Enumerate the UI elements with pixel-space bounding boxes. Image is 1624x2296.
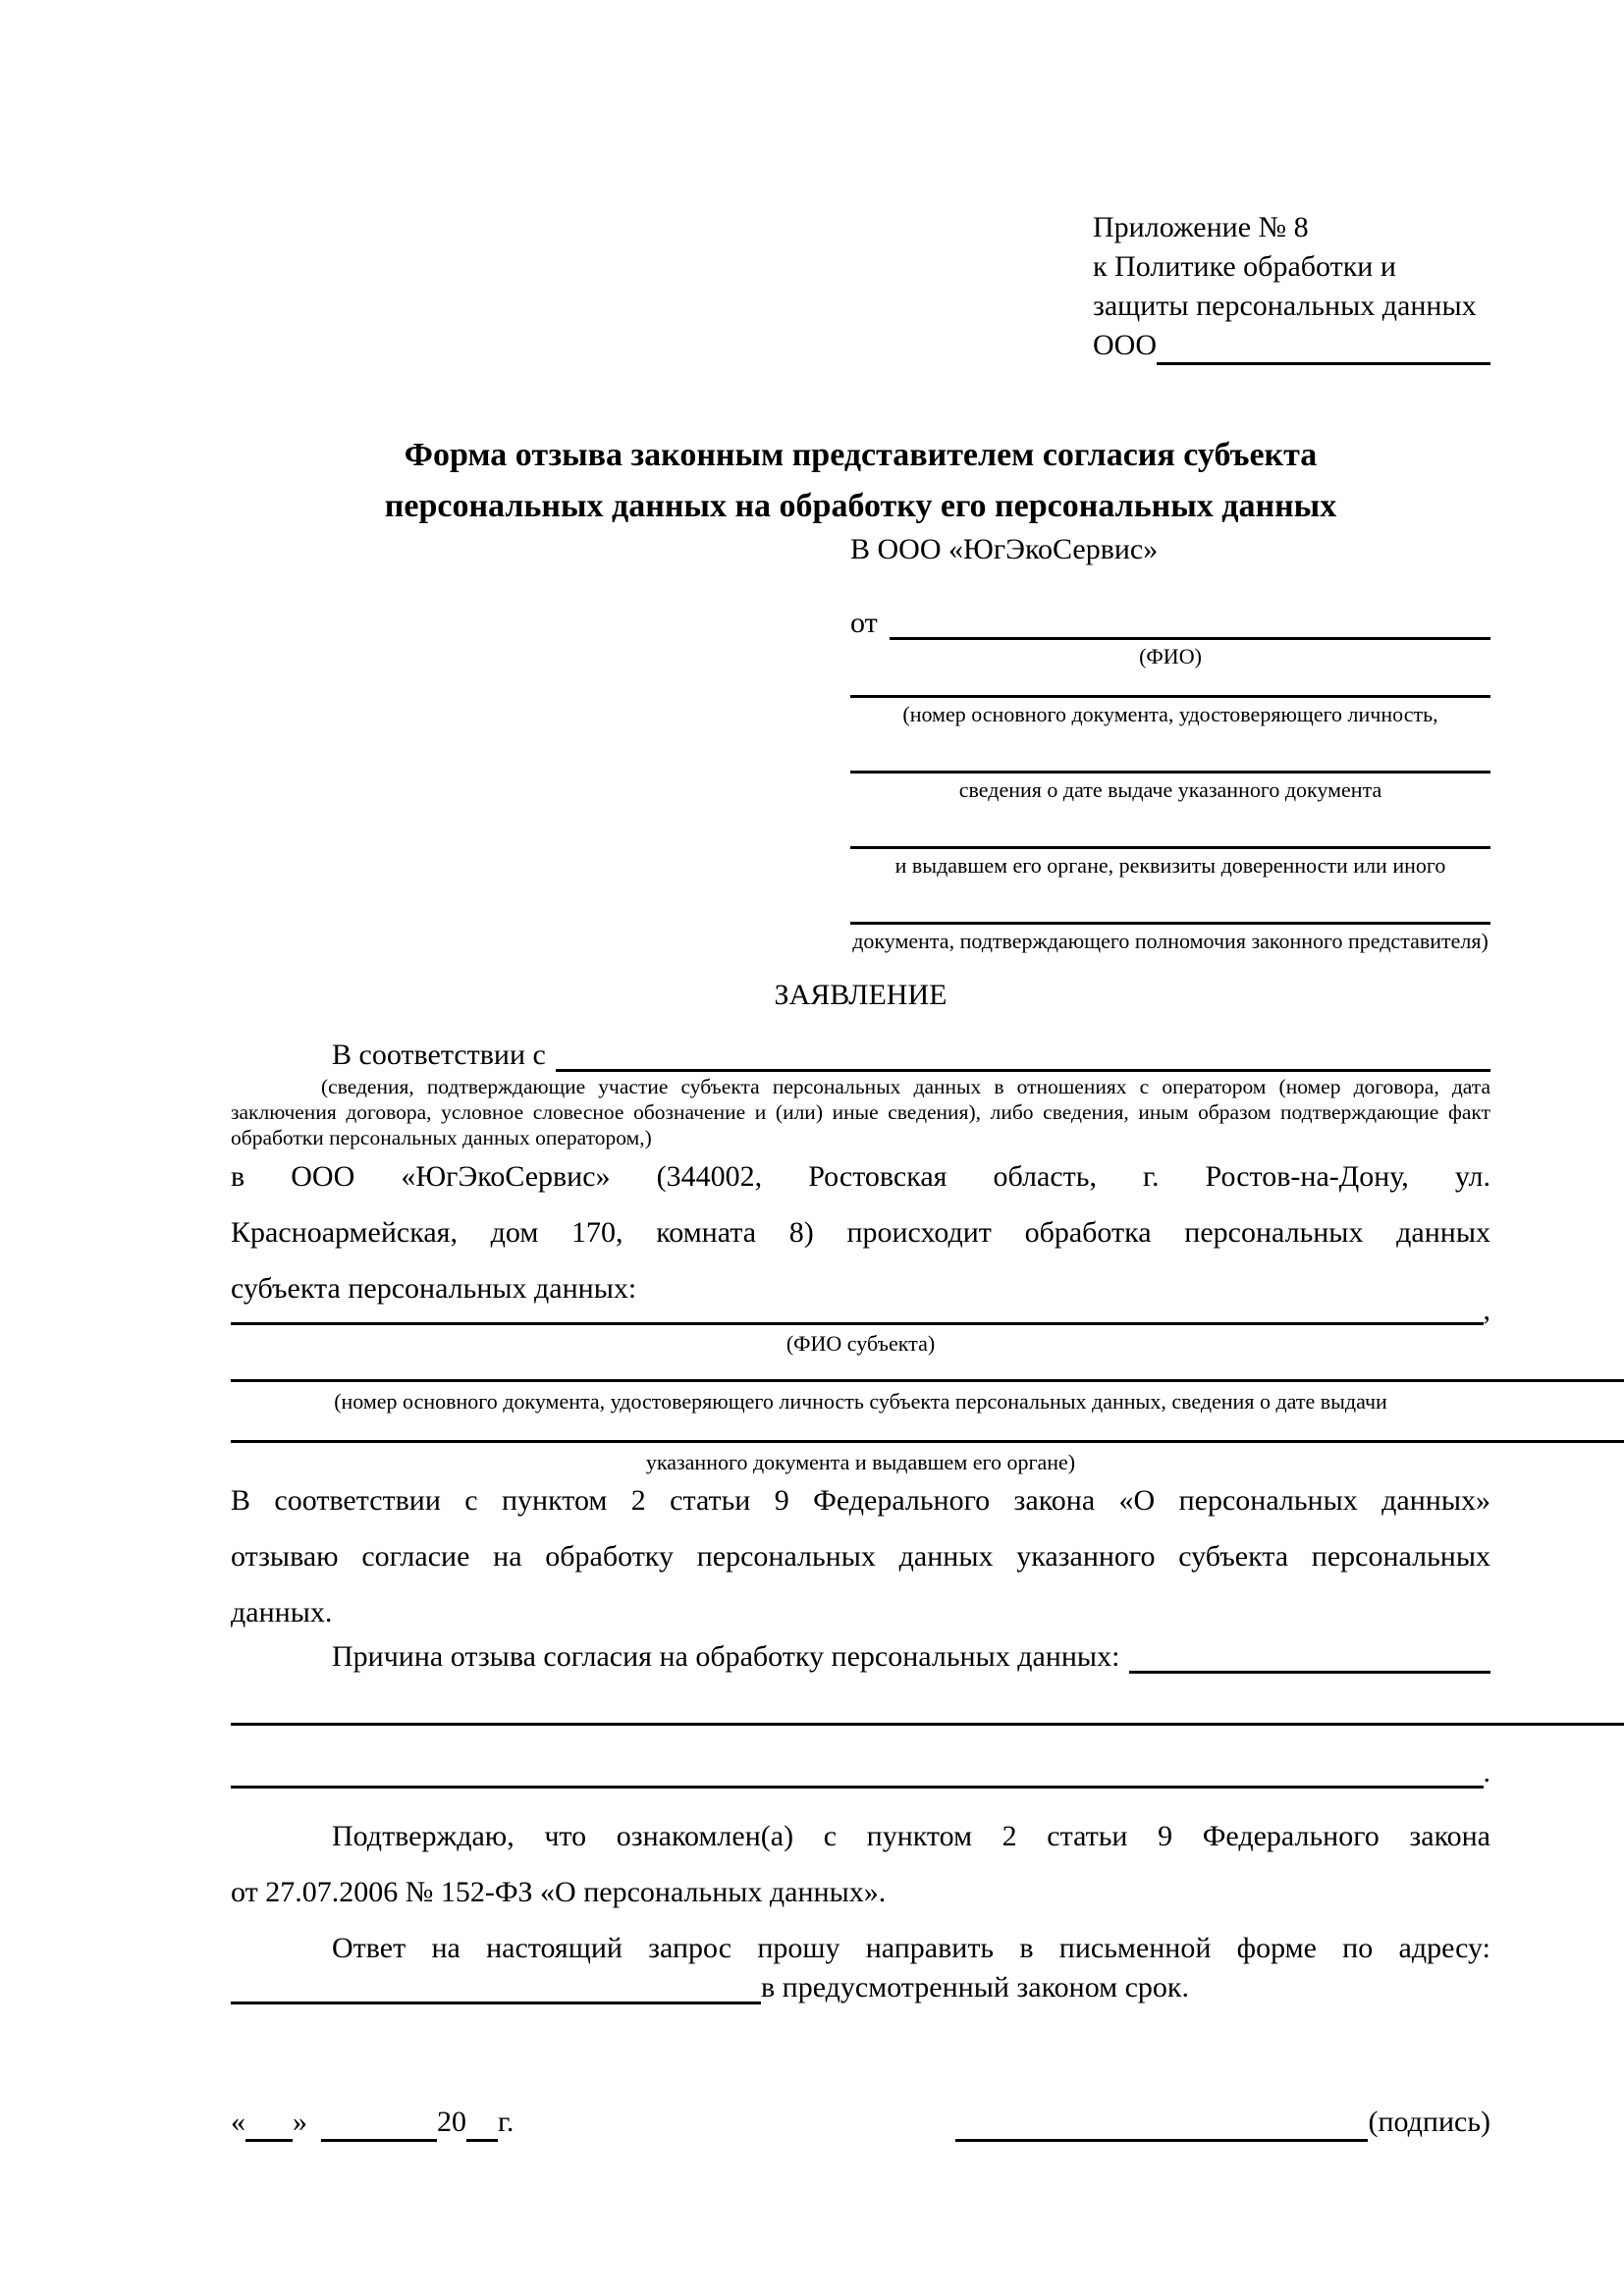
operator-paragraph-line-1: в ООО «ЮгЭкоСервис» (344002, Ростовская область, г. Ростов-на-Дону, ул. [231,1160,1490,1193]
statement-heading: ЗАЯВЛЕНИЕ [774,979,947,1011]
reply-tail: в предусмотренный законом срок. [761,1971,1189,2003]
reason-field [1129,1671,1490,1674]
date-year-field [466,2139,498,2142]
doc-field-4 [850,922,1490,925]
subject-doc-caption-1: (номер основного документа, удостоверяющего личность субъекта персональных данных, сведения о дате выдачи [334,1389,1387,1414]
basis-caption [231,1074,1490,1150]
ooo-name-field [1157,362,1490,365]
signature-field [955,2139,1368,2142]
confirmation-line-2: от 27.07.2006 № 152-ФЗ «О персональных данных». [231,1876,887,1908]
doc-caption-3: и выдавшем его органе, реквизиты доверенности или иного [894,853,1446,878]
reply-address-line [231,1971,1490,2004]
subject-fio-caption: (ФИО субъекта) [785,1331,936,1356]
confirmation-line-1: Подтверждаю, что ознакомлен(а) с пунктом 2 статьи 9 Федерального закона [332,1820,1490,1852]
addressee-block [850,530,1490,954]
date-day-field [245,2139,293,2142]
date-close-quote: » [293,2106,307,2138]
from-line [850,601,1490,640]
reason-field-2 [231,1786,1484,1789]
appendix-note [1093,208,1490,365]
addressee-to: В ООО «ЮгЭкоСервис» [850,533,1159,565]
ooo-label: ООО [1093,329,1157,361]
date-year-prefix: 20 [437,2106,466,2138]
basis-field [556,1069,1490,1072]
subject-fio-field [231,1322,1484,1325]
form-title [231,430,1490,532]
reply-paragraph [231,1920,1490,1976]
date-open-quote: « [231,2106,245,2138]
operator-paragraph-line-2: Красноармейская, дом 170, комната 8) происходит обработка персональных данных [231,1216,1490,1249]
subject-doc-caption-2: указанного документа и выдавшем его органе) [645,1450,1076,1474]
reply-line-1: Ответ на настоящий запрос прошу направить в письменной форме по адресу: [332,1932,1490,1964]
appendix-line-3: защиты персональных данных [1093,290,1477,322]
date-month-field [321,2139,437,2142]
doc-caption-1: (номер основного документа, удостоверяющего личность, [902,702,1438,726]
reason-line [231,1634,1490,1674]
reply-address-field [231,2002,761,2004]
date-year-suffix: г. [498,2106,514,2138]
withdrawal-paragraph [231,1472,1490,1640]
reason-period: . [1483,1756,1490,1789]
basis-caption-line-3: обработки персональных данных оператором,) [231,1126,652,1149]
basis-caption-line-1: (сведения, подтверждающие участие субъекта персональных данных в отношениях с оператором (номер договора, дата [321,1075,1490,1098]
reason-label: Причина отзыва согласия на обработку персональных данных: [332,1640,1120,1673]
basis-caption-line-2: заключения договора, условное словесное обозначение и (или) иные сведения), либо сведения, иным образом подтверждающие факт [231,1100,1490,1124]
operator-paragraph-line-3: субъекта персональных данных: [231,1272,637,1305]
appendix-line-2: к Политике обработки и [1093,250,1396,283]
doc-caption-2: сведения о дате выдаче указанного документа [958,777,1382,802]
fio-caption: (ФИО) [1139,644,1202,668]
subject-doc-field-1 [231,1379,1624,1382]
withdrawal-line-1: В соответствии с пунктом 2 статьи 9 Федерального закона «О персональных данных» [231,1484,1490,1517]
operator-paragraph [231,1148,1490,1316]
doc-field-2 [850,771,1490,774]
doc-caption-4: документа, подтверждающего полномочия законного представителя) [852,929,1489,953]
doc-field-3 [850,846,1490,849]
appendix-ooo-line [1093,326,1490,365]
subject-doc-field-2 [231,1440,1624,1443]
withdrawal-line-2: отзываю согласие на обработку персональных данных указанного субъекта персональных [231,1540,1490,1573]
form-title-line-1: Форма отзыва законным представителем согласия субъекта [404,437,1318,473]
in-accordance-label: В соответствии с [332,1039,546,1071]
date-signature-row [231,2103,1490,2142]
date-field [231,2103,514,2142]
signature-caption: (подпись) [1368,2106,1490,2138]
subject-fio-line [231,1296,1490,1325]
withdrawal-line-3: данных. [231,1596,333,1629]
signature-field-group [955,2103,1490,2142]
subject-fio-comma: , [1483,1294,1490,1326]
reason-blank-line-1 [231,1723,1624,1726]
confirmation-paragraph [231,1808,1490,1920]
reason-blank-line-2 [231,1757,1490,1789]
from-label: от [850,607,878,639]
form-title-line-2: персональных данных на обработку его персональных данных [384,488,1337,524]
from-fio-field [890,637,1490,640]
basis-line [231,1033,1490,1072]
appendix-line-1: Приложение № 8 [1093,211,1309,243]
doc-field-1 [850,695,1490,698]
